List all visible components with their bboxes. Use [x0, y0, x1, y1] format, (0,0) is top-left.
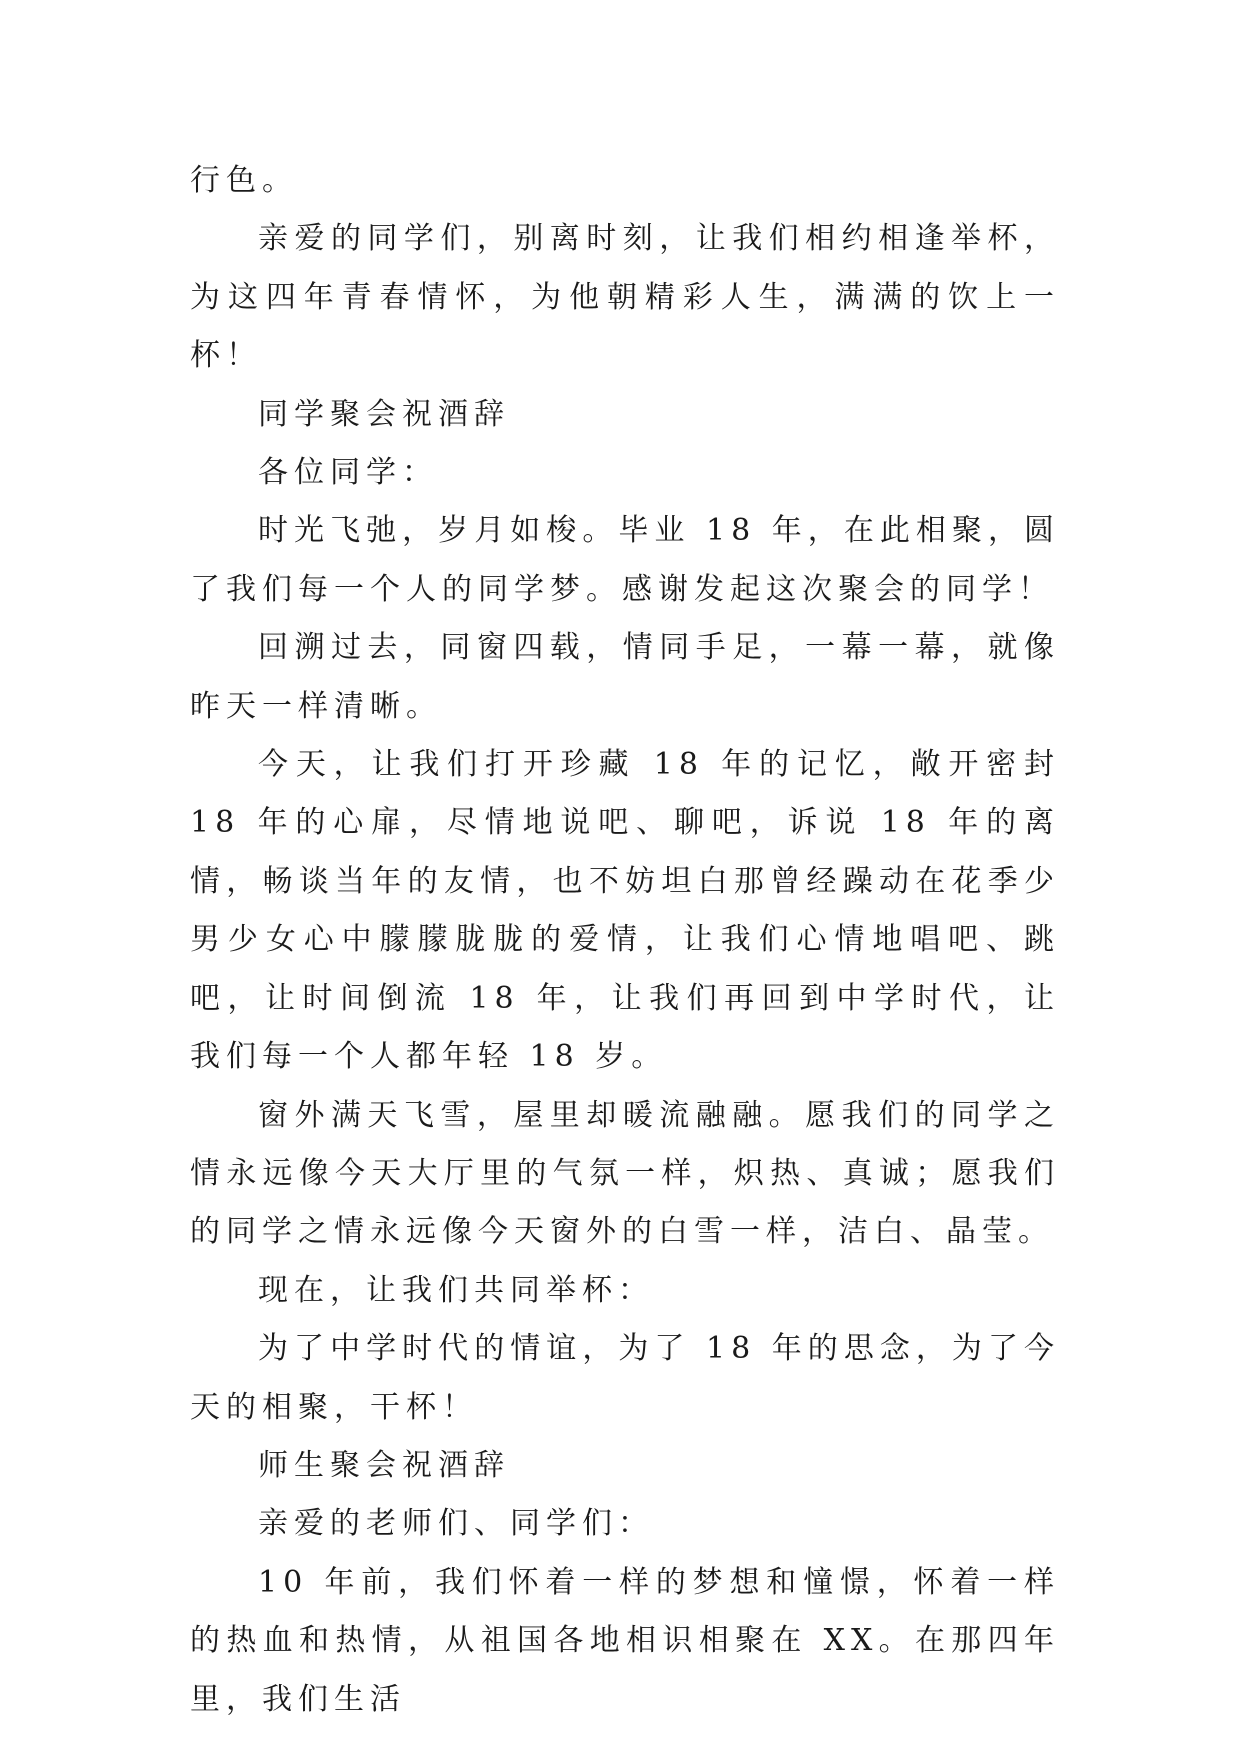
paragraph-looking-back: 回溯过去，同窗四载，情同手足，一幕一幕，就像昨天一样清晰。	[190, 630, 1060, 724]
document-body	[190, 152, 1060, 1729]
salutation-teachers-classmates: 亲爱的老师们、同学们：	[258, 1506, 654, 1542]
paragraph-toast-closing: 亲爱的同学们，别离时刻，让我们相约相逢举杯，为这四年青春情怀，为他朝精彩人生，满满的饮上一杯！	[190, 221, 1060, 374]
paragraph-ten-years-ago: 10 年前，我们怀着一样的梦想和憧憬，怀着一样的热血和热情，从祖国各地相识相聚在 XX。在那四年里，我们生活	[190, 1564, 1060, 1717]
paragraph-raise-glass: 现在，让我们共同举杯：	[258, 1272, 654, 1308]
section-heading-classmate-reunion: 同学聚会祝酒辞	[258, 396, 510, 432]
paragraph-cheers: 为了中学时代的情谊，为了 18 年的思念，为了今天的相聚，干杯！	[190, 1331, 1060, 1425]
salutation-classmates: 各位同学：	[258, 455, 438, 491]
paragraph-today: 今天，让我们打开珍藏 18 年的记忆，敞开密封 18 年的心扉，尽情地说吧、聊吧，诉说 18 年的离情，畅谈当年的友情，也不妨坦白那曾经躁动在花季少男少女心中朦朦胧胧的爱情，让我们心情地唱吧、跳吧，让时间倒流 18 年，让我们再回到中学时代，让我们每一个人都年轻 18 岁。	[190, 747, 1060, 1075]
paragraph-continuation: 行色。	[190, 163, 298, 198]
section-heading-teacher-student-reunion: 师生聚会祝酒辞	[258, 1447, 510, 1483]
paragraph-snow-outside: 窗外满天飞雪，屋里却暖流融融。愿我们的同学之情永远像今天大厅里的气氛一样，炽热、真诚；愿我们的同学之情永远像今天窗外的白雪一样，洁白、晶莹。	[190, 1097, 1060, 1250]
paragraph-time-flies: 时光飞弛，岁月如梭。毕业 18 年，在此相聚，圆了我们每一个人的同学梦。感谢发起这次聚会的同学！	[190, 513, 1060, 607]
